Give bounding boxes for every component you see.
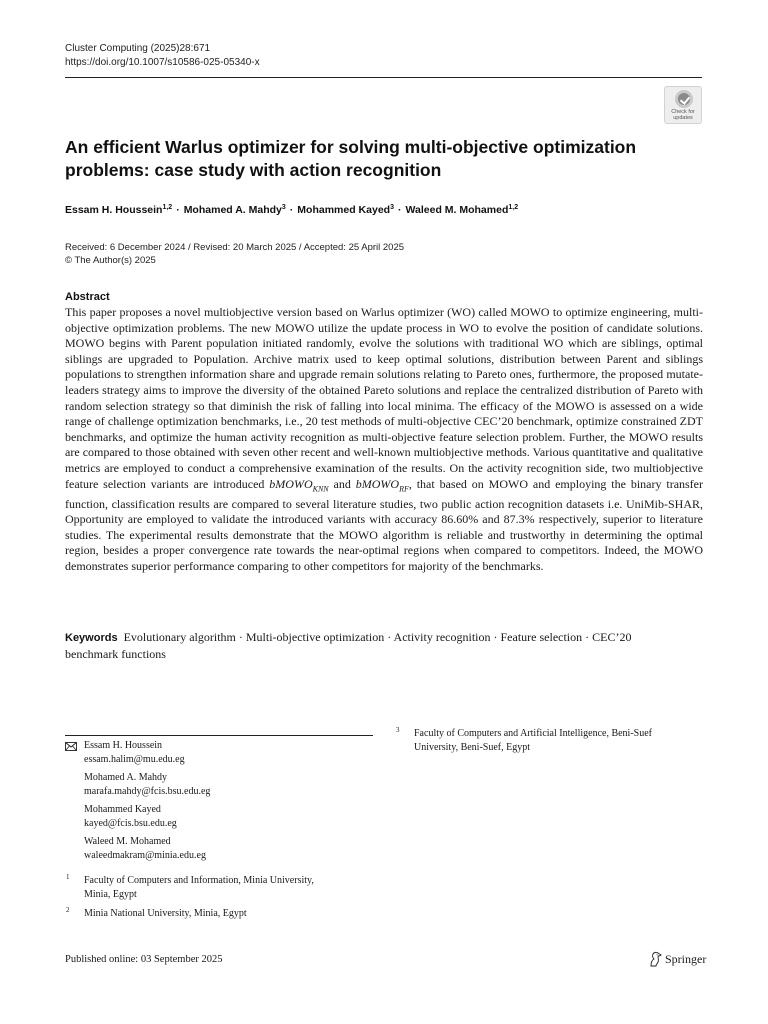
affiliation-line: University, Beni-Suef, Egypt — [414, 741, 531, 753]
author-affiliation: 3 — [390, 204, 394, 211]
publisher-name: Springer — [665, 951, 707, 966]
corr-name: Mohammed Kayed — [84, 804, 161, 815]
paper-title: An efficient Warlus optimizer for solving multi-objective optimization problems: case study with action recognition — [65, 137, 637, 180]
author-affiliation: 1,2 — [508, 204, 519, 211]
publisher-logo — [648, 950, 706, 968]
springer-horse-icon — [648, 951, 662, 967]
keywords-label: Keywords — [65, 632, 118, 644]
affiliation-line: Minia National University, Minia, Egypt — [84, 908, 247, 919]
author-name: Mohammed Kayed — [297, 204, 391, 216]
corr-email[interactable]: kayed@fcis.bsu.edu.eg — [84, 817, 177, 829]
correspondence-entry — [84, 739, 185, 766]
author-separator: · — [289, 204, 294, 216]
abstract-text — [65, 305, 703, 574]
affiliation — [84, 874, 314, 901]
affiliation — [84, 907, 247, 921]
corr-name: Essam H. Houssein — [84, 740, 163, 751]
abstract-conj: and — [328, 476, 356, 491]
check-for-updates-badge[interactable] — [664, 86, 702, 124]
corr-name: Mohamed A. Mahdy — [84, 772, 168, 783]
affiliation-number: 1 — [66, 873, 70, 881]
corr-email[interactable]: marafa.mahdy@fcis.bsu.edu.eg — [84, 785, 211, 797]
affiliation-number: 3 — [396, 726, 400, 734]
variant-knn: bMOWO$_{KNN}$ — [269, 476, 329, 493]
affiliation-number: 2 — [66, 906, 70, 914]
corr-email[interactable]: waleedmakram@minia.edu.eg — [84, 849, 206, 861]
correspondence-entry — [84, 803, 177, 830]
correspondence-entry — [84, 771, 210, 798]
doi-link[interactable]: https://doi.org/10.1007/s10586-025-05340-x — [65, 57, 260, 68]
check-badge-line1: Check for — [671, 109, 695, 115]
correspondence-entry — [84, 835, 206, 862]
check-for-updates-icon — [675, 90, 693, 108]
author-affiliation: 3 — [281, 204, 286, 211]
check-badge-line2: updates — [673, 115, 693, 121]
author-separator: · — [176, 204, 180, 216]
author-separator: · — [397, 204, 402, 216]
affiliation — [414, 727, 652, 754]
affiliation-line: Minia, Egypt — [84, 888, 137, 900]
author-name: Waleed M. Mohamed — [405, 204, 509, 216]
abstract-part2: , that based on MOWO and employing the binary transfer function, classification results are compared to several literature studies, two public action recognition datasets i.e. UniMib-SHAR, Opportunity are employed to validate the introduced variants with accuracy 86.60% and 87.3% respectively, superior to literature studies. The experimental results demonstrate that the MOWO algorithm is reliable and trustworthy in determining the optimal region, besides a proper convergence rate towards the near-optimal regions when compared to competitors. Indeed, the MOWO demonstrates superior performance comparing to other competitors for majority of the benchmarks. — [65, 476, 704, 573]
corr-email[interactable]: essam.halim@mu.edu.eg — [84, 753, 185, 765]
publication-dates: Received: 6 December 2024 / Revised: 20 March 2025 / Accepted: 25 April 2025 — [65, 242, 405, 253]
author-name: Mohamed A. Mahdy — [183, 204, 282, 216]
journal-citation: Cluster Computing (2025)28:671 — [65, 43, 211, 54]
affiliation-line: Faculty of Computers and Information, Minia University, — [84, 875, 314, 886]
corr-name: Waleed M. Mohamed — [84, 836, 171, 847]
abstract-part1: This paper proposes a novel multiobjective version based on Warlus optimizer (WO) called MOWO to optimize engineering, multi-objective optimization problems. The new MOWO utilize the update process in WO to evolve the position of candidate solutions. MOWO begins with Parent population initiated randomly, evolve the solutions with traditional WO which are siblings, optimal siblings are upgraded to Population. Archive matrix used to keep optimal solutions, distribution between Parent and siblings populations to strengthen information share and upgrade remain solutions relating to Pareto ones, furthermore, the proposed mutate-leaders strategy aims to improve the diversity of the obtained Pareto solutions and replace the centralized distribution of Pareto with random selection strategy so that diminish the risk of falling into local minima. The efficacy of the MOWO is assessed on a wide range of challenge optimization benchmarks, i.e., 20 test methods of multi-objective CEC’20 benchmark, optimize constrained ZDT benchmarks, and optimize the human activity recognition as multi-objective feature selection problem. Further, the MOWO results are compared to those obtained with seven other recent and well-known multiobjective methods. Various quantitative and qualitative metrics are employed to conduct a comprehensive examination of the results. On the activity recognition side, two multiobjective feature selection variants are introduced — [65, 305, 703, 491]
footnote-rule — [65, 735, 373, 736]
author-name: Essam H. Houssein — [65, 204, 163, 216]
copyright-notice: © The Author(s) 2025 — [65, 255, 156, 266]
keywords — [65, 629, 665, 662]
envelope-icon — [65, 742, 77, 751]
author-list — [65, 203, 518, 217]
published-online: Published online: 03 September 2025 — [65, 954, 223, 965]
affiliation-line: Faculty of Computers and Artificial Intelligence, Beni-Suef — [414, 728, 652, 739]
abstract-heading: Abstract — [65, 291, 110, 303]
author-affiliation: 1,2 — [162, 204, 173, 211]
header-rule — [65, 77, 702, 78]
keywords-text: Evolutionary algorithm · Multi-objective optimization · Activity recognition · Feature selection · CEC’20 benchmark functions — [65, 630, 632, 661]
variant-rf: bMOWO$_{RF}$ — [355, 476, 409, 493]
